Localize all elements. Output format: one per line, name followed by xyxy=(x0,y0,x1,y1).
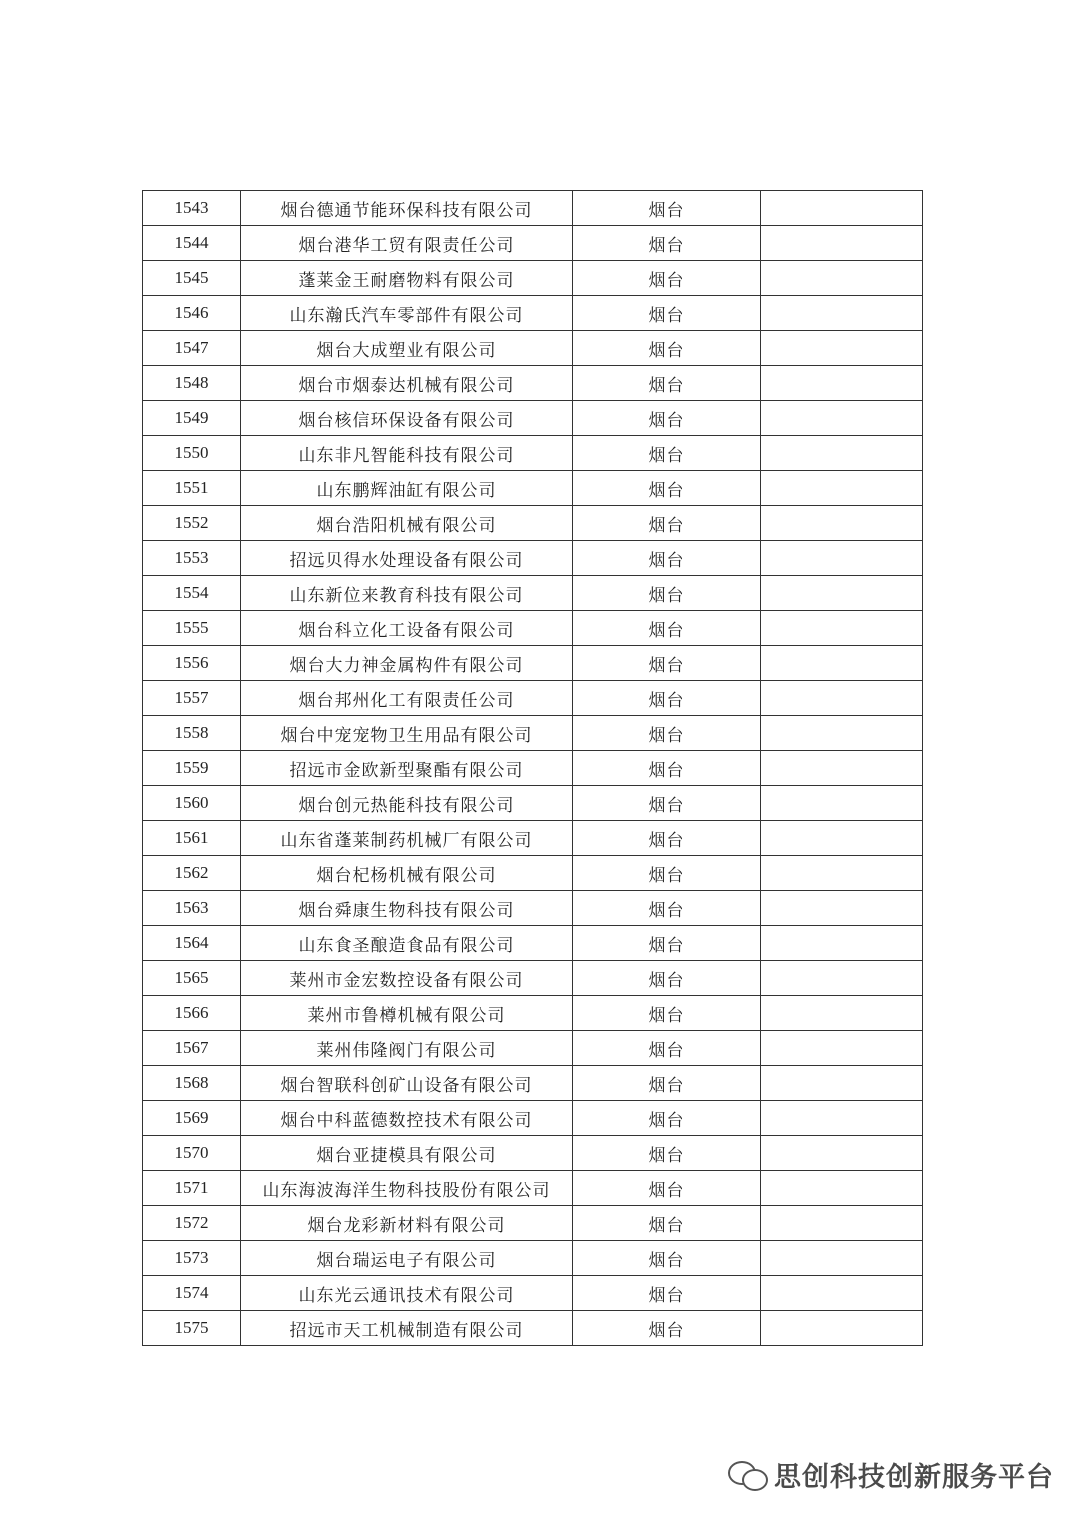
row-number: 1561 xyxy=(143,821,241,856)
company-name: 烟台中科蓝德数控技术有限公司 xyxy=(241,1101,573,1136)
note-cell xyxy=(761,821,923,856)
note-cell xyxy=(761,856,923,891)
watermark-text: 思创科技创新服务平台 xyxy=(774,1462,1054,1493)
table-row xyxy=(143,646,923,681)
company-list-table xyxy=(142,190,923,1346)
row-number: 1574 xyxy=(143,1276,241,1311)
company-name: 烟台科立化工设备有限公司 xyxy=(241,611,573,646)
city-name: 烟台 xyxy=(573,681,761,716)
note-cell xyxy=(761,681,923,716)
table-row xyxy=(143,961,923,996)
row-number: 1573 xyxy=(143,1241,241,1276)
wechat-icon xyxy=(728,1459,768,1491)
note-cell xyxy=(761,611,923,646)
row-number: 1569 xyxy=(143,1101,241,1136)
note-cell xyxy=(761,1311,923,1346)
note-cell xyxy=(761,436,923,471)
city-name: 烟台 xyxy=(573,471,761,506)
city-name: 烟台 xyxy=(573,716,761,751)
company-name: 烟台杞杨机械有限公司 xyxy=(241,856,573,891)
row-number: 1564 xyxy=(143,926,241,961)
table-row xyxy=(143,366,923,401)
company-name: 烟台浩阳机械有限公司 xyxy=(241,506,573,541)
city-name: 烟台 xyxy=(573,1171,761,1206)
row-number: 1558 xyxy=(143,716,241,751)
city-name: 烟台 xyxy=(573,296,761,331)
table-row xyxy=(143,856,923,891)
table-row xyxy=(143,1276,923,1311)
city-name: 烟台 xyxy=(573,856,761,891)
row-number: 1565 xyxy=(143,961,241,996)
company-name: 烟台龙彩新材料有限公司 xyxy=(241,1206,573,1241)
table-row xyxy=(143,1241,923,1276)
company-name: 山东瀚氏汽车零部件有限公司 xyxy=(241,296,573,331)
note-cell xyxy=(761,786,923,821)
row-number: 1568 xyxy=(143,1066,241,1101)
row-number: 1545 xyxy=(143,261,241,296)
row-number: 1566 xyxy=(143,996,241,1031)
row-number: 1553 xyxy=(143,541,241,576)
city-name: 烟台 xyxy=(573,821,761,856)
city-name: 烟台 xyxy=(573,1241,761,1276)
row-number: 1559 xyxy=(143,751,241,786)
company-name: 烟台创元热能科技有限公司 xyxy=(241,786,573,821)
city-name: 烟台 xyxy=(573,1031,761,1066)
table-row xyxy=(143,296,923,331)
table-row xyxy=(143,716,923,751)
row-number: 1543 xyxy=(143,191,241,226)
watermark xyxy=(728,1455,1054,1494)
note-cell xyxy=(761,1241,923,1276)
table-row xyxy=(143,331,923,366)
note-cell xyxy=(761,1276,923,1311)
city-name: 烟台 xyxy=(573,366,761,401)
city-name: 烟台 xyxy=(573,1066,761,1101)
note-cell xyxy=(761,1031,923,1066)
note-cell xyxy=(761,331,923,366)
company-name: 招远市金欧新型聚酯有限公司 xyxy=(241,751,573,786)
row-number: 1563 xyxy=(143,891,241,926)
table-row xyxy=(143,506,923,541)
company-name: 山东省蓬莱制药机械厂有限公司 xyxy=(241,821,573,856)
city-name: 烟台 xyxy=(573,1311,761,1346)
row-number: 1555 xyxy=(143,611,241,646)
row-number: 1544 xyxy=(143,226,241,261)
company-name: 山东海波海洋生物科技股份有限公司 xyxy=(241,1171,573,1206)
note-cell xyxy=(761,646,923,681)
city-name: 烟台 xyxy=(573,1206,761,1241)
table-row xyxy=(143,261,923,296)
row-number: 1552 xyxy=(143,506,241,541)
note-cell xyxy=(761,506,923,541)
table-body xyxy=(143,191,923,1346)
company-name: 烟台亚捷模具有限公司 xyxy=(241,1136,573,1171)
company-name: 烟台瑞运电子有限公司 xyxy=(241,1241,573,1276)
table-row xyxy=(143,1136,923,1171)
city-name: 烟台 xyxy=(573,1101,761,1136)
table-row xyxy=(143,681,923,716)
note-cell xyxy=(761,1206,923,1241)
city-name: 烟台 xyxy=(573,331,761,366)
row-number: 1560 xyxy=(143,786,241,821)
note-cell xyxy=(761,296,923,331)
table-row xyxy=(143,891,923,926)
note-cell xyxy=(761,1101,923,1136)
table-row xyxy=(143,1206,923,1241)
city-name: 烟台 xyxy=(573,611,761,646)
table-row xyxy=(143,471,923,506)
row-number: 1567 xyxy=(143,1031,241,1066)
table-row xyxy=(143,541,923,576)
row-number: 1570 xyxy=(143,1136,241,1171)
note-cell xyxy=(761,891,923,926)
city-name: 烟台 xyxy=(573,961,761,996)
company-name: 烟台大成塑业有限公司 xyxy=(241,331,573,366)
company-name: 山东光云通讯技术有限公司 xyxy=(241,1276,573,1311)
note-cell xyxy=(761,471,923,506)
company-name: 烟台港华工贸有限责任公司 xyxy=(241,226,573,261)
city-name: 烟台 xyxy=(573,1276,761,1311)
row-number: 1557 xyxy=(143,681,241,716)
note-cell xyxy=(761,401,923,436)
table-row xyxy=(143,751,923,786)
city-name: 烟台 xyxy=(573,751,761,786)
company-name: 烟台核信环保设备有限公司 xyxy=(241,401,573,436)
company-name: 烟台市烟泰达机械有限公司 xyxy=(241,366,573,401)
row-number: 1550 xyxy=(143,436,241,471)
row-number: 1571 xyxy=(143,1171,241,1206)
note-cell xyxy=(761,226,923,261)
table-row xyxy=(143,1101,923,1136)
table-row xyxy=(143,401,923,436)
note-cell xyxy=(761,366,923,401)
row-number: 1556 xyxy=(143,646,241,681)
city-name: 烟台 xyxy=(573,541,761,576)
city-name: 烟台 xyxy=(573,926,761,961)
note-cell xyxy=(761,191,923,226)
company-name: 烟台大力神金属构件有限公司 xyxy=(241,646,573,681)
city-name: 烟台 xyxy=(573,506,761,541)
city-name: 烟台 xyxy=(573,646,761,681)
city-name: 烟台 xyxy=(573,996,761,1031)
company-name: 烟台舜康生物科技有限公司 xyxy=(241,891,573,926)
table-row xyxy=(143,1171,923,1206)
row-number: 1575 xyxy=(143,1311,241,1346)
company-name: 烟台德通节能环保科技有限公司 xyxy=(241,191,573,226)
table-row xyxy=(143,436,923,471)
company-name: 烟台邦州化工有限责任公司 xyxy=(241,681,573,716)
table-row xyxy=(143,996,923,1031)
note-cell xyxy=(761,1136,923,1171)
note-cell xyxy=(761,1171,923,1206)
city-name: 烟台 xyxy=(573,1136,761,1171)
note-cell xyxy=(761,996,923,1031)
table-row xyxy=(143,191,923,226)
note-cell xyxy=(761,961,923,996)
table-row xyxy=(143,786,923,821)
company-name: 招远贝得水处理设备有限公司 xyxy=(241,541,573,576)
city-name: 烟台 xyxy=(573,786,761,821)
row-number: 1572 xyxy=(143,1206,241,1241)
company-name: 莱州市鲁樽机械有限公司 xyxy=(241,996,573,1031)
table-row xyxy=(143,576,923,611)
city-name: 烟台 xyxy=(573,261,761,296)
note-cell xyxy=(761,261,923,296)
note-cell xyxy=(761,926,923,961)
table-row xyxy=(143,1031,923,1066)
company-name: 莱州市金宏数控设备有限公司 xyxy=(241,961,573,996)
row-number: 1546 xyxy=(143,296,241,331)
row-number: 1547 xyxy=(143,331,241,366)
company-name: 招远市天工机械制造有限公司 xyxy=(241,1311,573,1346)
row-number: 1562 xyxy=(143,856,241,891)
table-row xyxy=(143,611,923,646)
company-name: 山东新位来教育科技有限公司 xyxy=(241,576,573,611)
row-number: 1554 xyxy=(143,576,241,611)
note-cell xyxy=(761,576,923,611)
table-row xyxy=(143,821,923,856)
city-name: 烟台 xyxy=(573,576,761,611)
table-row xyxy=(143,926,923,961)
company-name: 莱州伟隆阀门有限公司 xyxy=(241,1031,573,1066)
row-number: 1551 xyxy=(143,471,241,506)
city-name: 烟台 xyxy=(573,191,761,226)
company-name: 烟台中宠宠物卫生用品有限公司 xyxy=(241,716,573,751)
city-name: 烟台 xyxy=(573,226,761,261)
note-cell xyxy=(761,541,923,576)
city-name: 烟台 xyxy=(573,891,761,926)
company-name: 山东鹏辉油缸有限公司 xyxy=(241,471,573,506)
city-name: 烟台 xyxy=(573,401,761,436)
note-cell xyxy=(761,1066,923,1101)
table-row xyxy=(143,226,923,261)
company-name: 山东非凡智能科技有限公司 xyxy=(241,436,573,471)
table-row xyxy=(143,1066,923,1101)
company-name: 山东食圣酿造食品有限公司 xyxy=(241,926,573,961)
table-row xyxy=(143,1311,923,1346)
note-cell xyxy=(761,716,923,751)
note-cell xyxy=(761,751,923,786)
row-number: 1548 xyxy=(143,366,241,401)
row-number: 1549 xyxy=(143,401,241,436)
city-name: 烟台 xyxy=(573,436,761,471)
company-name: 烟台智联科创矿山设备有限公司 xyxy=(241,1066,573,1101)
company-name: 蓬莱金王耐磨物料有限公司 xyxy=(241,261,573,296)
